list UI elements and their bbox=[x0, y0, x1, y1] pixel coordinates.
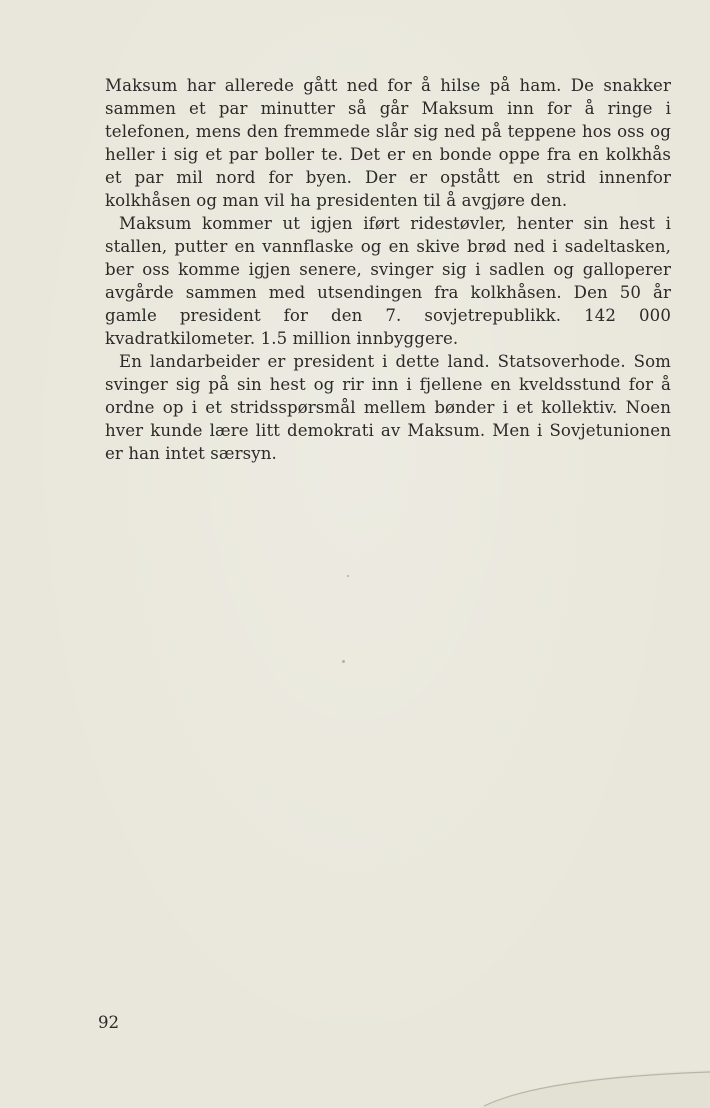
paper-speck bbox=[342, 660, 345, 663]
body-text bbox=[105, 74, 671, 465]
paragraph-3: En landarbeider er president i dette land. Statsoverhode. Som svinger sig på sin hest og rir inn i fjellene en kveldsstund for å ordne op i et stridsspørsmål mellem bønder i et kollektiv. Noen hver kunde lære litt demokrati av Maksum. Men i Sovjetunionen er han intet særsyn. bbox=[105, 352, 671, 463]
page-number: 92 bbox=[98, 1013, 120, 1032]
paper-speck bbox=[347, 575, 349, 577]
paragraph-2: Maksum kommer ut igjen iført ridestøvler, henter sin hest i stallen, putter en vannflaske og en skive brød ned i sadeltasken, ber oss komme igjen senere, svinger sig i sadlen og galloperer avgårde sammen med utsendingen fra kolkhåsen. Den 50 år gamle president for den 7. sovjetrepublikk. 142 000 kvadratkilometer. 1.5 million innbyggere. bbox=[105, 214, 671, 348]
page-corner-fold bbox=[480, 1068, 710, 1108]
paragraph-1: Maksum har allerede gått ned for å hilse på ham. De snakker sammen et par minutter så går Maksum inn for å ringe i telefonen, mens den fremmede slår sig ned på teppene hos oss og heller i sig et par boller te. Det er en bonde oppe fra en kolkhås et par mil nord for byen. Der er opstått en strid innenfor kolkhåsen og man vil ha presidenten til å avgjøre den. bbox=[105, 76, 671, 210]
